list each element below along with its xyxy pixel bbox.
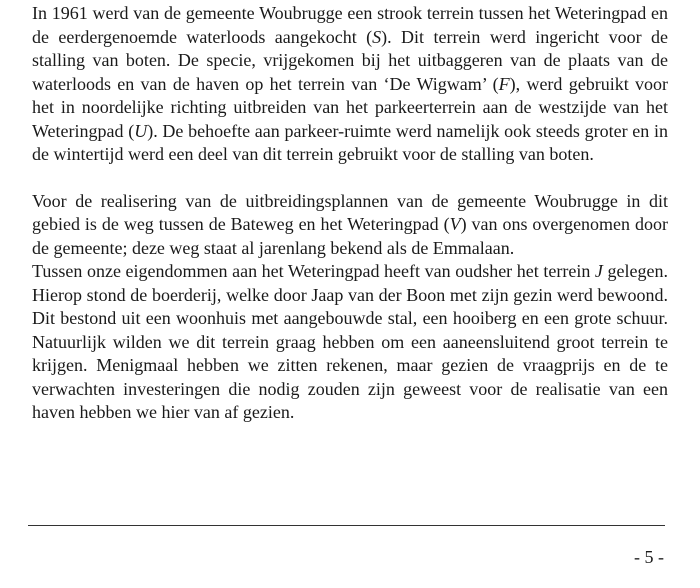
page-body	[32, 2, 668, 425]
paragraph-3	[32, 260, 668, 425]
italic-reference: S	[372, 26, 382, 47]
text-run: gelegen. Hierop stond de boerderij, welke door Jaap van der Boon met zijn gezin werd bewoond. Dit bestond uit een woonhuis met aangebouwde stal, een hooiberg en een grote schuur. Natuurlijk wilden we dit terrein graag hebben om een aaneensluitend groot terrein te krijgen. Menigmaal hebben we zitten rekenen, maar gezien de vraagprijs en de te verwachten investeringen die nodig zouden zijn geweest voor de realisatie van een haven hebben we hier van af gezien.	[32, 261, 668, 422]
text-run: ). De behoefte aan parkeer-ruimte werd namelijk ook steeds groter en in de wintertijd werd een deel van dit terrein gebruikt voor de stalling van boten.	[32, 120, 668, 164]
italic-reference: F	[498, 73, 510, 94]
italic-reference: V	[449, 214, 461, 234]
paragraph-2	[32, 190, 668, 261]
paragraph-1	[32, 2, 668, 167]
text-run: ). Dit terrein werd ingericht voor de stalling van boten. De specie, vrijgekomen bij het uitbaggeren van de plaats van de waterloods en van de haven op het terrein van ‘De Wigwam’ (	[32, 26, 668, 94]
text-run: Tussen onze eigendommen aan het Weteringpad heeft van oudsher het terrein	[32, 261, 595, 281]
italic-reference: U	[134, 120, 148, 141]
footer-rule	[28, 525, 665, 526]
italic-reference: J	[594, 261, 603, 281]
text-run: In 1961 werd van de gemeente Woubrugge een strook terrein tussen het Weteringpad en de eerdergenoemde waterloods aangekocht (	[32, 3, 668, 47]
text-run: ), werd gebruikt voor het in noordelijke richting uitbreiden van het parkeerterrein aan de westzijde van het Weteringpad (	[32, 73, 668, 141]
text-run: ) van ons overgenomen door de gemeente; deze weg staat al jarenlang bekend als de Emmalaan.	[32, 214, 668, 258]
text-run: Voor de realisering van de uitbreidingsplannen van de gemeente Woubrugge in dit gebied is de weg tussen de Bateweg en het Weteringpad (	[32, 190, 668, 234]
page-number: - 5 -	[634, 547, 664, 567]
